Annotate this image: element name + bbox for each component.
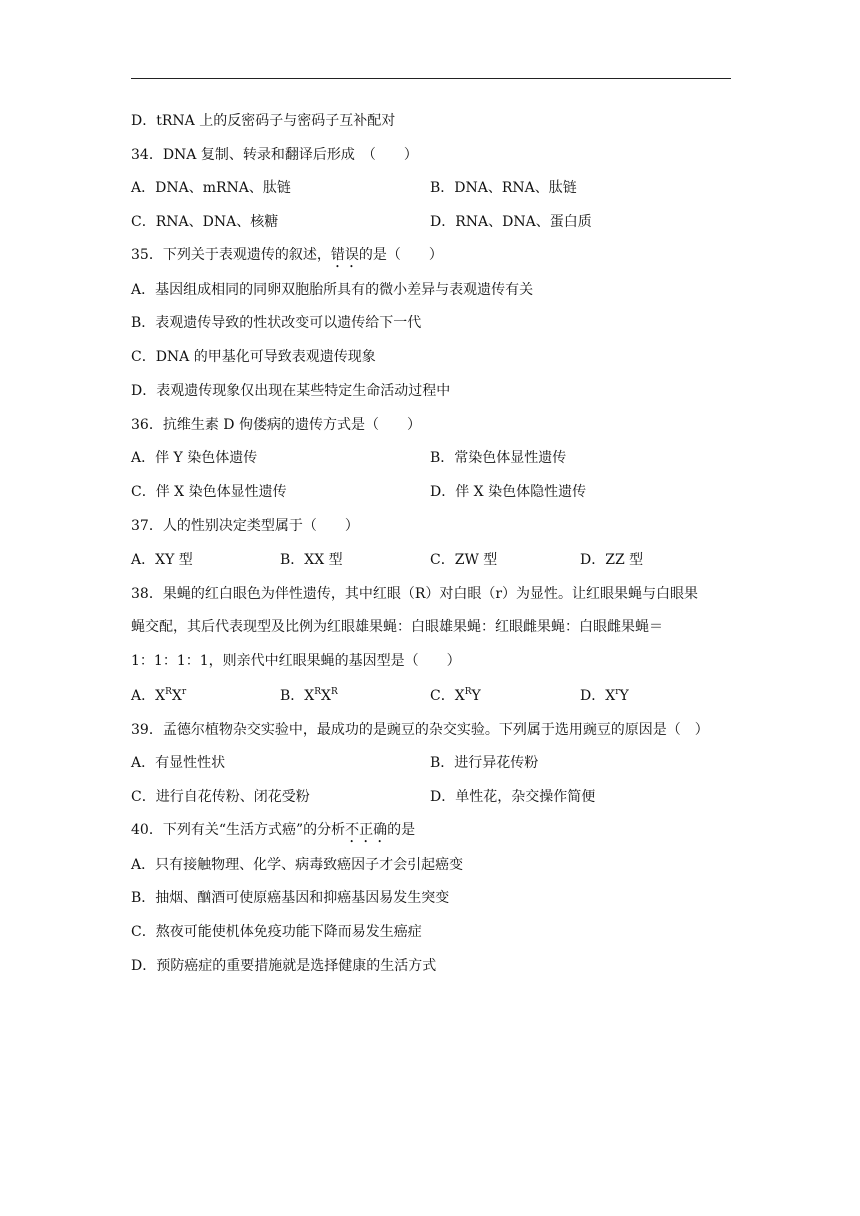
q40-option-b: B．抽烟、酗酒可使原癌基因和抑癌基因易发生突变: [131, 890, 450, 906]
q38-stem-line3: 1：1：1：1，则亲代中红眼果蝇的基因型是（ ）: [131, 653, 461, 669]
q38-option-d: D．$X^rY$: [580, 687, 629, 704]
q40-stem: [131, 820, 415, 846]
q38-stem-line1: 38．果蝇的红白眼色为伴性遗传，其中红眼（R）对白眼（r）为显性。让红眼果蝇与白眼果: [131, 586, 699, 602]
q35-option-d: D．表观遗传现象仅出现在某些特定生命活动过程中: [131, 383, 451, 399]
q37-option-b: B．XX 型: [280, 552, 343, 568]
q40-stem-emphasis: 不正确: [345, 822, 388, 838]
q38-option-a: A．$X^RX^r$: [131, 687, 187, 704]
q36-option-a: A．伴 Y 染色体遗传: [131, 450, 258, 466]
q39-option-b: B．进行异花传粉: [430, 755, 539, 771]
q35-stem: [131, 245, 443, 271]
q38-option-b: B．$X^RX^R$: [280, 687, 338, 704]
q34-option-b: B．DNA、RNA、肽链: [430, 180, 577, 196]
q40-option-a: A．只有接触物理、化学、病毒致癌因子才会引起癌变: [131, 857, 464, 873]
q34-option-c: C．RNA、DNA、核糖: [131, 214, 279, 230]
q38-stem-line2: 蝇交配，其后代表现型及比例为红眼雄果蝇：白眼雄果蝇：红眼雌果蝇：白眼雌果蝇＝: [131, 619, 663, 635]
q35-stem-pre: 35．下列关于表观遗传的叙述，: [131, 247, 331, 263]
q36-option-c: C．伴 X 染色体显性遗传: [131, 484, 287, 500]
q39-option-d: D．单性花，杂交操作简便: [430, 789, 596, 805]
q40-option-d: D．预防癌症的重要措施就是选择健康的生活方式: [131, 958, 437, 974]
q34-stem: 34．DNA 复制、转录和翻译后形成 （ ）: [131, 147, 418, 163]
header-rule: [131, 78, 731, 79]
q40-stem-pre: 40．下列有关“生活方式癌”的分析: [131, 822, 346, 838]
q35-option-b: B．表观遗传导致的性状改变可以遗传给下一代: [131, 315, 422, 331]
q36-option-d: D．伴 X 染色体隐性遗传: [430, 484, 587, 500]
q35-stem-post: 的是（ ）: [358, 247, 443, 263]
q36-stem: 36．抗维生素 D 佝偻病的遗传方式是（ ）: [131, 417, 421, 433]
q34-option-d: D．RNA、DNA、蛋白质: [430, 214, 592, 230]
q37-stem: 37．人的性别决定类型属于（ ）: [131, 518, 359, 534]
q38-option-c: C．$X^RY$: [430, 687, 481, 704]
q36-option-b: B．常染色体显性遗传: [430, 450, 567, 466]
q35-stem-emphasis: 错误: [330, 247, 359, 263]
q33-option-d: D．tRNA 上的反密码子与密码子互补配对: [131, 113, 396, 129]
q40-stem-post: 的是: [387, 822, 416, 838]
q37-option-a: A．XY 型: [131, 552, 193, 568]
q34-option-a: A．DNA、mRNA、肽链: [131, 180, 291, 196]
q35-option-a: A．基因组成相同的同卵双胞胎所具有的微小差异与表观遗传有关: [131, 282, 534, 298]
q35-option-c: C．DNA 的甲基化可导致表观遗传现象: [131, 349, 376, 365]
q39-option-c: C．进行自花传粉、闭花受粉: [131, 789, 310, 805]
q37-option-c: C．ZW 型: [430, 552, 498, 568]
q37-option-d: D．ZZ 型: [580, 552, 644, 568]
q39-option-a: A．有显性性状: [131, 755, 226, 771]
q39-stem: 39．孟德尔植物杂交实验中，最成功的是豌豆的杂交实验。下列属于选用豌豆的原因是（ ）: [131, 722, 709, 738]
q40-option-c: C．熬夜可能使机体免疫功能下降而易发生癌症: [131, 924, 422, 940]
